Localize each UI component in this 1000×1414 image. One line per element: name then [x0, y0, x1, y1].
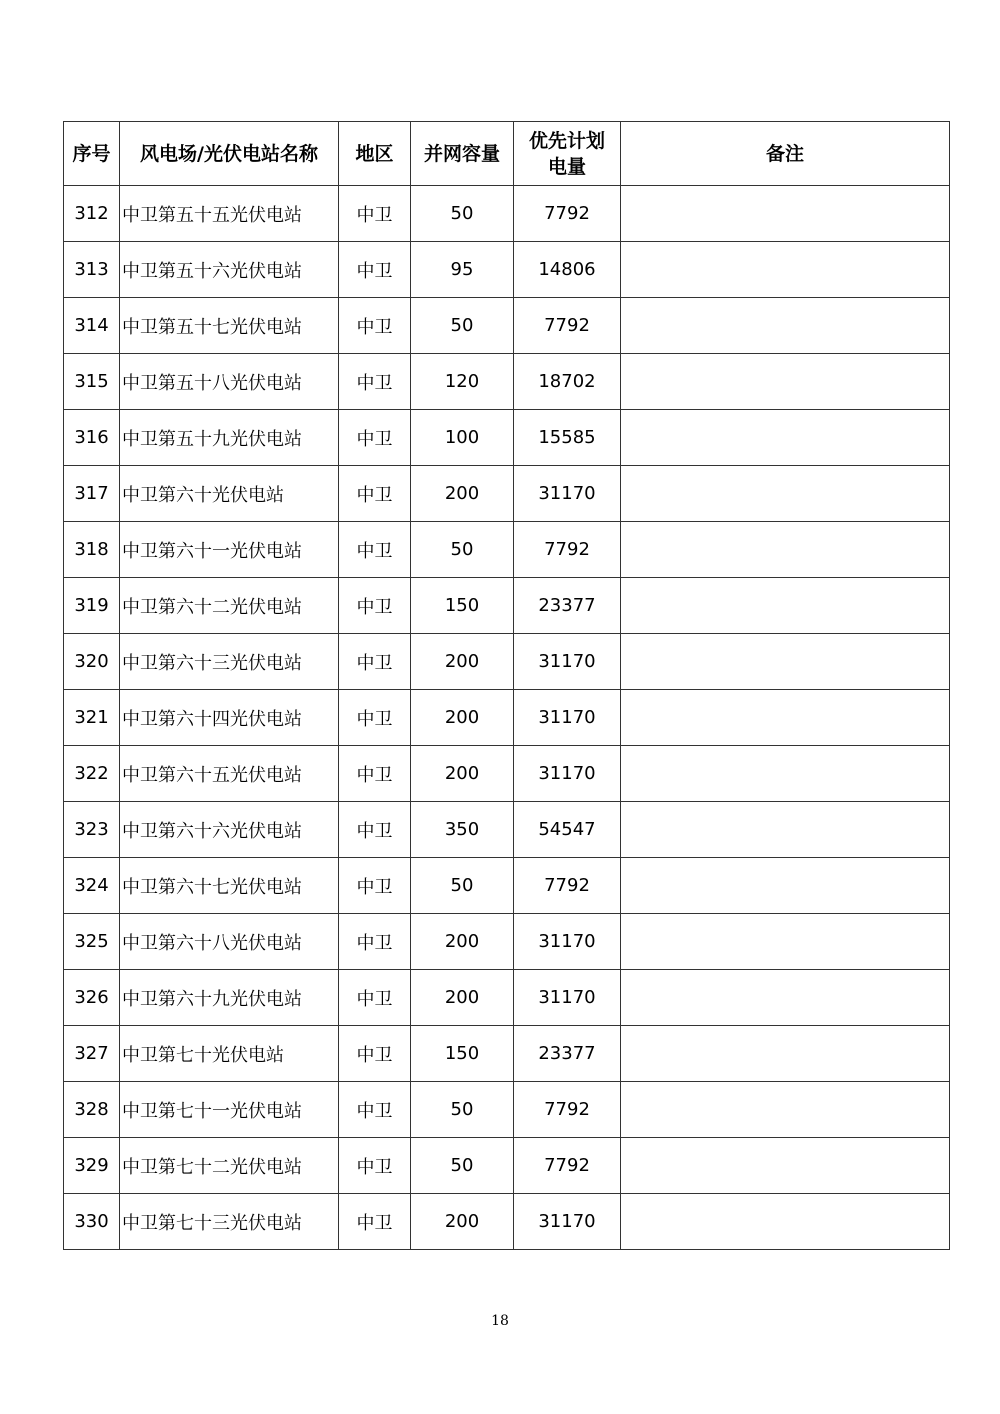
cell-index: 320 — [64, 634, 120, 690]
cell-name: 中卫第七十一光伏电站 — [120, 1082, 339, 1138]
cell-index: 317 — [64, 466, 120, 522]
cell-capacity: 200 — [411, 970, 514, 1026]
cell-note — [621, 522, 950, 578]
cell-region: 中卫 — [339, 578, 411, 634]
cell-priority: 23377 — [514, 1026, 621, 1082]
cell-capacity: 200 — [411, 690, 514, 746]
table-row — [64, 746, 950, 802]
cell-region: 中卫 — [339, 354, 411, 410]
cell-capacity: 200 — [411, 914, 514, 970]
cell-note — [621, 858, 950, 914]
cell-name: 中卫第六十二光伏电站 — [120, 578, 339, 634]
cell-priority: 7792 — [514, 858, 621, 914]
cell-index: 329 — [64, 1138, 120, 1194]
cell-priority: 31170 — [514, 914, 621, 970]
table-row — [64, 634, 950, 690]
cell-priority: 31170 — [514, 1194, 621, 1250]
cell-index: 324 — [64, 858, 120, 914]
cell-note — [621, 354, 950, 410]
cell-note — [621, 242, 950, 298]
cell-index: 330 — [64, 1194, 120, 1250]
cell-name: 中卫第六十五光伏电站 — [120, 746, 339, 802]
table-row — [64, 858, 950, 914]
cell-priority: 31170 — [514, 634, 621, 690]
table-row — [64, 690, 950, 746]
cell-name: 中卫第七十三光伏电站 — [120, 1194, 339, 1250]
cell-region: 中卫 — [339, 242, 411, 298]
cell-note — [621, 186, 950, 242]
cell-index: 313 — [64, 242, 120, 298]
cell-index: 312 — [64, 186, 120, 242]
cell-region: 中卫 — [339, 970, 411, 1026]
cell-region: 中卫 — [339, 1082, 411, 1138]
cell-capacity: 150 — [411, 578, 514, 634]
cell-name: 中卫第六十四光伏电站 — [120, 690, 339, 746]
table-row — [64, 522, 950, 578]
cell-capacity: 100 — [411, 410, 514, 466]
table-row — [64, 466, 950, 522]
cell-capacity: 95 — [411, 242, 514, 298]
table-row — [64, 186, 950, 242]
cell-name: 中卫第六十八光伏电站 — [120, 914, 339, 970]
cell-note — [621, 970, 950, 1026]
cell-region: 中卫 — [339, 522, 411, 578]
cell-index: 321 — [64, 690, 120, 746]
table-row — [64, 1138, 950, 1194]
cell-note — [621, 410, 950, 466]
cell-note — [621, 1138, 950, 1194]
table-row — [64, 354, 950, 410]
cell-index: 323 — [64, 802, 120, 858]
table-row — [64, 802, 950, 858]
cell-region: 中卫 — [339, 298, 411, 354]
cell-region: 中卫 — [339, 746, 411, 802]
cell-note — [621, 1082, 950, 1138]
cell-index: 315 — [64, 354, 120, 410]
cell-capacity: 50 — [411, 1082, 514, 1138]
cell-capacity: 50 — [411, 186, 514, 242]
cell-capacity: 200 — [411, 746, 514, 802]
cell-capacity: 350 — [411, 802, 514, 858]
cell-capacity: 150 — [411, 1026, 514, 1082]
cell-name: 中卫第六十三光伏电站 — [120, 634, 339, 690]
cell-name: 中卫第六十九光伏电站 — [120, 970, 339, 1026]
cell-name: 中卫第七十光伏电站 — [120, 1026, 339, 1082]
cell-name: 中卫第五十七光伏电站 — [120, 298, 339, 354]
cell-region: 中卫 — [339, 914, 411, 970]
header-note: 备注 — [621, 122, 950, 186]
cell-note — [621, 298, 950, 354]
cell-region: 中卫 — [339, 1194, 411, 1250]
header-name: 风电场/光伏电站名称 — [120, 122, 339, 186]
priority-plan-table — [63, 121, 950, 1250]
cell-region: 中卫 — [339, 186, 411, 242]
cell-name: 中卫第六十七光伏电站 — [120, 858, 339, 914]
table-row — [64, 970, 950, 1026]
cell-capacity: 50 — [411, 298, 514, 354]
cell-priority: 54547 — [514, 802, 621, 858]
cell-note — [621, 634, 950, 690]
cell-region: 中卫 — [339, 410, 411, 466]
cell-name: 中卫第六十六光伏电站 — [120, 802, 339, 858]
cell-priority: 31170 — [514, 466, 621, 522]
header-index: 序号 — [64, 122, 120, 186]
cell-index: 319 — [64, 578, 120, 634]
cell-index: 327 — [64, 1026, 120, 1082]
cell-index: 328 — [64, 1082, 120, 1138]
table-row — [64, 410, 950, 466]
cell-capacity: 50 — [411, 858, 514, 914]
cell-name: 中卫第五十八光伏电站 — [120, 354, 339, 410]
cell-priority: 15585 — [514, 410, 621, 466]
cell-note — [621, 578, 950, 634]
page-number: 18 — [491, 1313, 509, 1329]
table-row — [64, 578, 950, 634]
cell-note — [621, 466, 950, 522]
cell-region: 中卫 — [339, 858, 411, 914]
cell-priority: 7792 — [514, 298, 621, 354]
cell-index: 314 — [64, 298, 120, 354]
cell-priority: 31170 — [514, 746, 621, 802]
cell-name: 中卫第六十一光伏电站 — [120, 522, 339, 578]
cell-capacity: 120 — [411, 354, 514, 410]
cell-capacity: 200 — [411, 466, 514, 522]
cell-priority: 7792 — [514, 1082, 621, 1138]
cell-region: 中卫 — [339, 466, 411, 522]
cell-index: 322 — [64, 746, 120, 802]
header-priority: 优先计划电量 — [514, 122, 621, 186]
cell-region: 中卫 — [339, 1138, 411, 1194]
cell-priority: 7792 — [514, 186, 621, 242]
cell-priority: 7792 — [514, 1138, 621, 1194]
cell-note — [621, 802, 950, 858]
table-row — [64, 914, 950, 970]
cell-capacity: 50 — [411, 522, 514, 578]
cell-priority: 14806 — [514, 242, 621, 298]
cell-index: 316 — [64, 410, 120, 466]
cell-index: 318 — [64, 522, 120, 578]
cell-region: 中卫 — [339, 690, 411, 746]
cell-name: 中卫第六十光伏电站 — [120, 466, 339, 522]
table-body — [64, 186, 950, 1250]
cell-priority: 18702 — [514, 354, 621, 410]
cell-region: 中卫 — [339, 1026, 411, 1082]
cell-note — [621, 1194, 950, 1250]
cell-name: 中卫第五十六光伏电站 — [120, 242, 339, 298]
table-row — [64, 1026, 950, 1082]
cell-note — [621, 690, 950, 746]
cell-priority: 7792 — [514, 522, 621, 578]
cell-priority: 31170 — [514, 690, 621, 746]
header-region: 地区 — [339, 122, 411, 186]
cell-note — [621, 746, 950, 802]
cell-name: 中卫第七十二光伏电站 — [120, 1138, 339, 1194]
cell-note — [621, 1026, 950, 1082]
cell-name: 中卫第五十五光伏电站 — [120, 186, 339, 242]
cell-region: 中卫 — [339, 634, 411, 690]
table-row — [64, 1082, 950, 1138]
table-row — [64, 1194, 950, 1250]
table-row — [64, 242, 950, 298]
cell-capacity: 200 — [411, 1194, 514, 1250]
header-capacity: 并网容量 — [411, 122, 514, 186]
cell-index: 326 — [64, 970, 120, 1026]
cell-region: 中卫 — [339, 802, 411, 858]
cell-capacity: 200 — [411, 634, 514, 690]
cell-capacity: 50 — [411, 1138, 514, 1194]
cell-priority: 23377 — [514, 578, 621, 634]
cell-name: 中卫第五十九光伏电站 — [120, 410, 339, 466]
table-row — [64, 298, 950, 354]
cell-priority: 31170 — [514, 970, 621, 1026]
cell-note — [621, 914, 950, 970]
cell-index: 325 — [64, 914, 120, 970]
table-header-row — [64, 122, 950, 186]
